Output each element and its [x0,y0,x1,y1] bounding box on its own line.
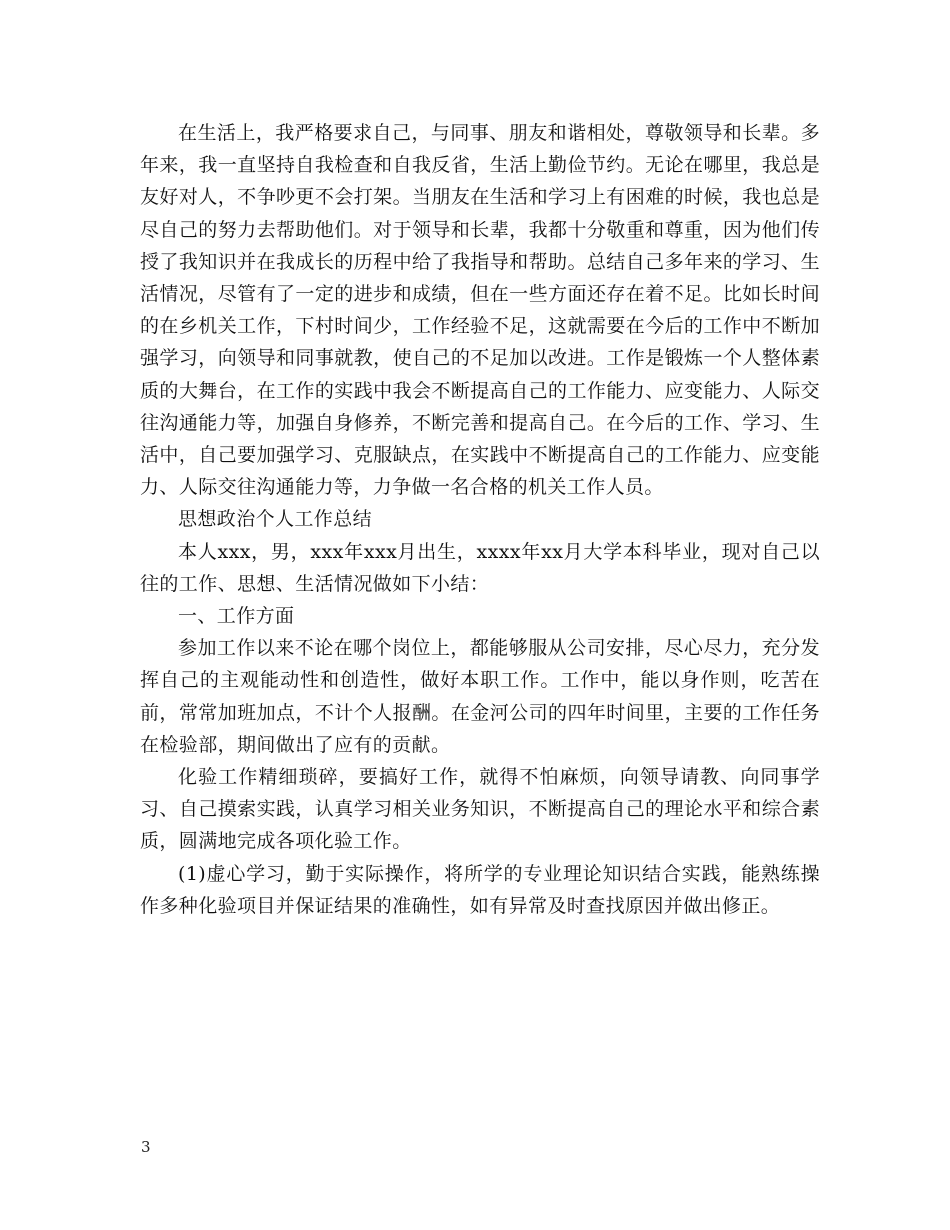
paragraph-work-attitude: 参加工作以来不论在哪个岗位上，都能够服从公司安排，尽心尽力，充分发挥自己的主观能动性和创造性，做好本职工作。工作中，能以身作则，吃苦在前，常常加班加点，不计个人报酬。在金河公司的四年时间里，主要的工作任务在检验部，期间做出了应有的贡献。 [140,637,820,756]
page-number: 3 [141,1138,151,1156]
section-title-political-summary: 思想政治个人工作总结 [178,508,373,531]
paragraph-life-summary: 在生活上，我严格要求自己，与同事、朋友和谐相处，尊敬领导和长辈。多年来，我一直坚持自我检查和自我反省，生活上勤俭节约。无论在哪里，我总是友好对人，不争吵更不会打架。当朋友在生活和学习上有困难的时候，我也总是尽自己的努力去帮助他们。对于领导和长辈，我都十分敬重和尊重，因为他们传授了我知识并在我成长的历程中给了我指导和帮助。总结自己多年来的学习、生活情况，尽管有了一定的进步和成绩，但在一些方面还存在着不足。比如长时间的在乡机关工作，下村时间少，工作经验不足，这就需要在今后的工作中不断加强学习，向领导和同事就教，使自己的不足加以改进。工作是锻炼一个人整体素质的大舞台，在工作的实践中我会不断提高自己的工作能力、应变能力、人际交往沟通能力等，加强自身修养，不断完善和提高自己。在今后的工作、学习、生活中，自己要加强学习、克服缺点，在实践中不断提高自己的工作能力、应变能力、人际交往沟通能力等，力争做一名合格的机关工作人员。 [140,122,820,499]
section-heading-work: 一、工作方面 [178,605,295,628]
paragraph-lab-work: 化验工作精细琐碎，要搞好工作，就得不怕麻烦，向领导请教、向同事学习、自己摸索实践，认真学习相关业务知识，不断提高自己的理论水平和综合素质，圆满地完成各项化验工作。 [140,766,820,853]
paragraph-personal-intro: 本人xxx，男，xxx年xxx月出生，xxxx年xx月大学本科毕业，现对自己以往的工作、思想、生活情况做如下小结： [140,540,820,595]
document-body [140,117,820,922]
paragraph-item-1: (1)虚心学习，勤于实际操作，将所学的专业理论知识结合实践，能熟练操作多种化验项目并保证结果的准确性，如有异常及时查找原因并做出修正。 [140,862,820,917]
